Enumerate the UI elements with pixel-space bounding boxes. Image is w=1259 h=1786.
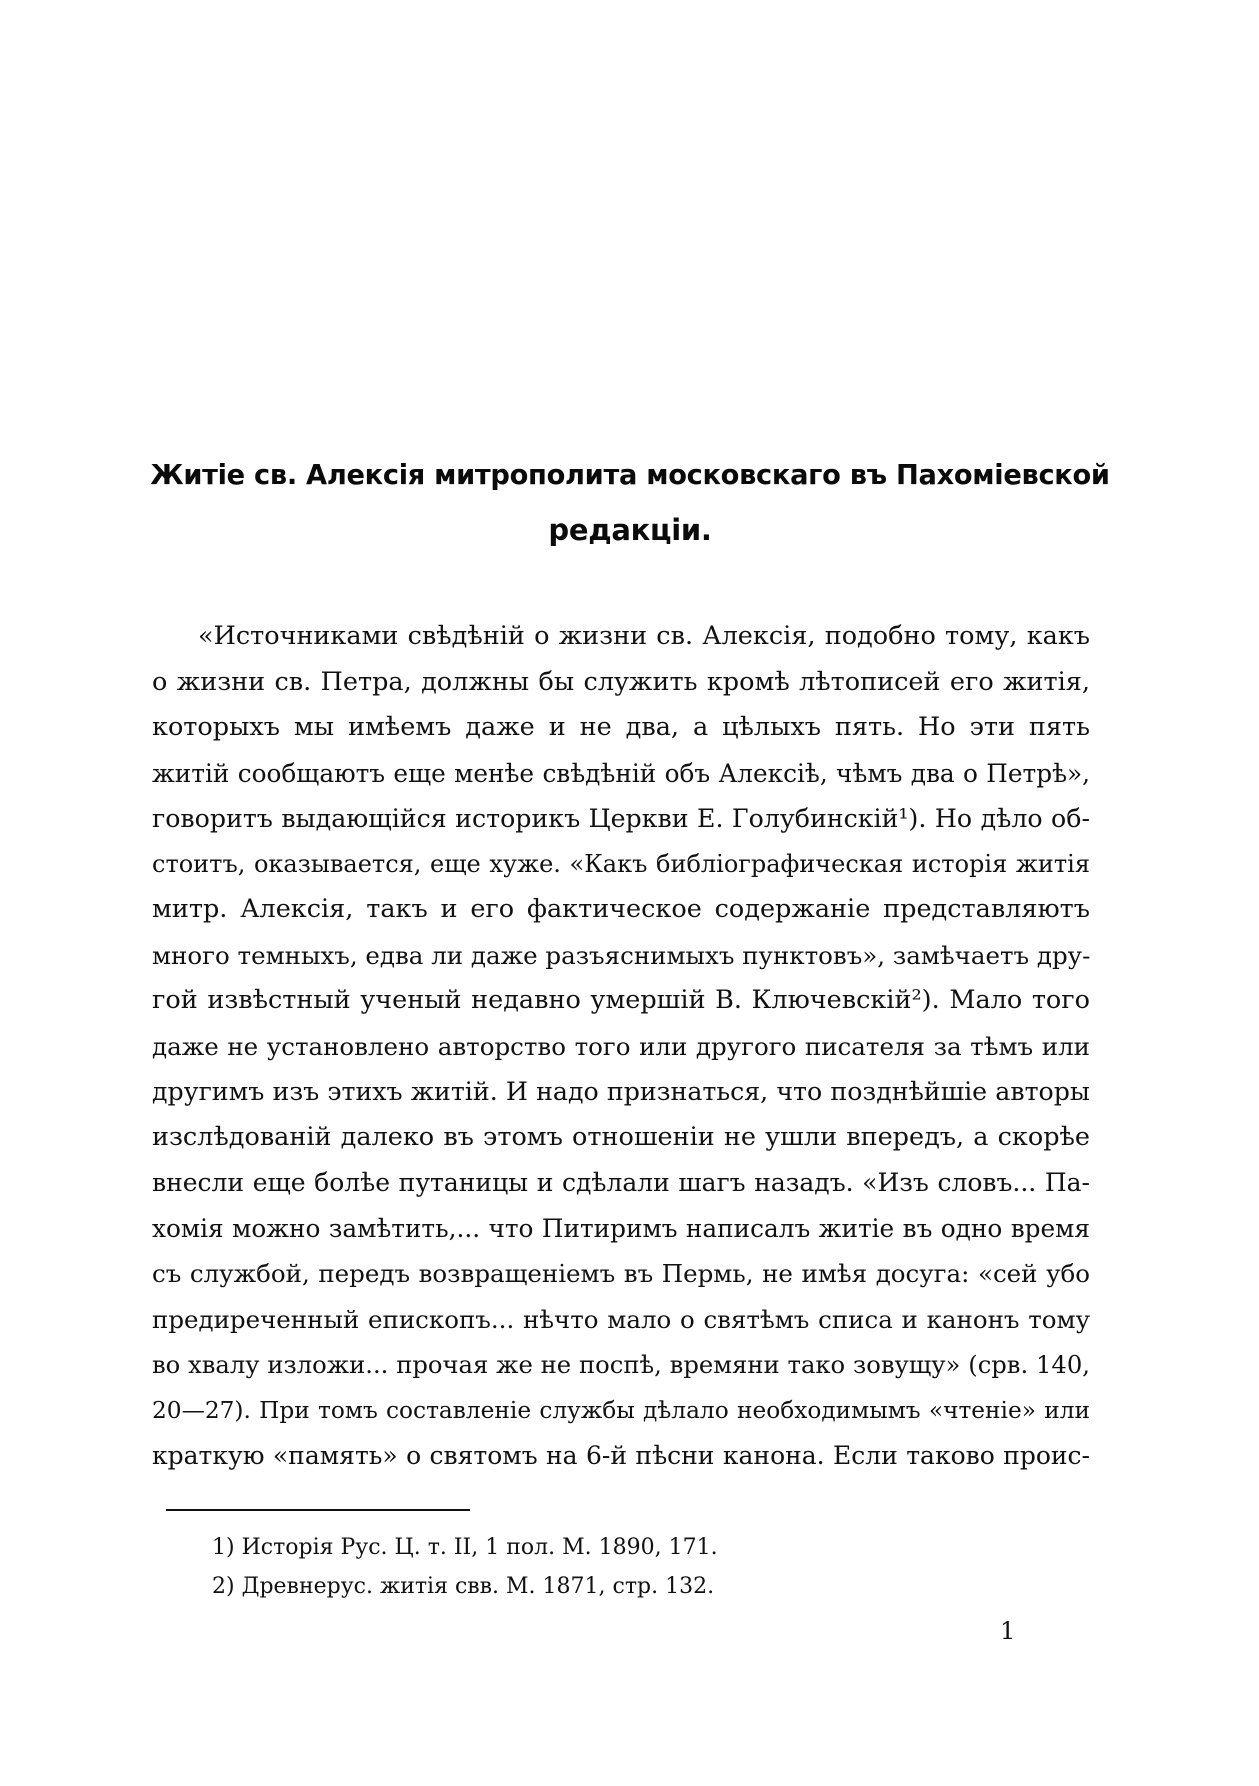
page-number: 1 [1000,1617,1016,1645]
body-line: которыхъ мы имѣемъ даже и не два, а цѣлыхъ пять. Но эти пять [152,712,1090,742]
body-line: митр. Алексія, такъ и его фактическое содержаніе представляютъ [152,894,1090,924]
body-line: говоритъ выдающійся историкъ Церкви Е. Голубинскій¹). Но дѣло об- [152,804,1090,833]
footnote-2: 2) Древнерус. житія свв. М. 1871, стр. 132. [212,1574,715,1599]
body-line: краткую «память» о святомъ на 6-й пѣсни канона. Если таково проис- [152,1441,1090,1470]
body-line: о жизни св. Петра, должны бы служить кромѣ лѣтописей его житія, [152,666,1090,697]
body-line: изслѣдованій далеко въ этомъ отношеніи не ушли впередъ, а скорѣе [152,1121,1090,1152]
body-line: гой извѣстный ученый недавно умершій В. Ключевскій²). Мало того [152,985,1090,1015]
footnotes [212,1528,718,1606]
chapter-title-line-2: редакціи. [548,513,712,547]
footnote-separator [166,1509,470,1511]
body-line: «Источниками свѣдѣній о жизни св. Алексія, подобно тому, какъ [198,621,1090,651]
body-line: во хвалу изложи... прочая же не поспѣ, времяни тако зовущу» (срв. 140, [152,1350,1090,1379]
body-line: житій сообщаютъ еще менѣе свѣдѣній объ Алексіѣ, чѣмъ два о Петрѣ», [152,758,1090,788]
body-line: предиреченный епископъ... нѣчто мало о святѣмъ списа и канонъ тому [152,1304,1090,1334]
body-text [152,614,1090,1479]
body-line: съ службой, передъ возвращеніемъ въ Пермь, не имѣя досуга: «сей убо [152,1259,1090,1288]
body-line: много темныхъ, едва ли даже разъяснимыхъ пунктовъ», замѣчаетъ дру- [152,940,1091,970]
body-line: хомія можно замѣтить,... что Питиримъ написалъ житіе въ одно время [152,1213,1090,1243]
body-line: стоитъ, оказывается, еще хуже. «Какъ библіографическая исторія житія [152,849,1090,878]
body-line: даже не установлено авторство того или другого писателя за тѣмъ или [152,1031,1090,1061]
body-line: другимъ изъ этихъ житій. И надо признаться, что позднѣйшіе авторы [152,1077,1090,1106]
footnote-1: 1) Исторія Рус. Ц. т. II, 1 пол. М. 1890, 171. [212,1535,718,1560]
chapter-title-line-1: Житіе св. Алексія митрополита московскаго въ Пахоміевской [150,460,1110,491]
body-line: внесли еще болѣе путаницы и сдѣлали шагъ назадъ. «Изъ словъ... Па- [152,1168,1090,1197]
body-line: 20—27). При томъ составленіе службы дѣлало необходимымъ «чтеніе» или [152,1396,1090,1424]
chapter-title [150,448,1110,558]
